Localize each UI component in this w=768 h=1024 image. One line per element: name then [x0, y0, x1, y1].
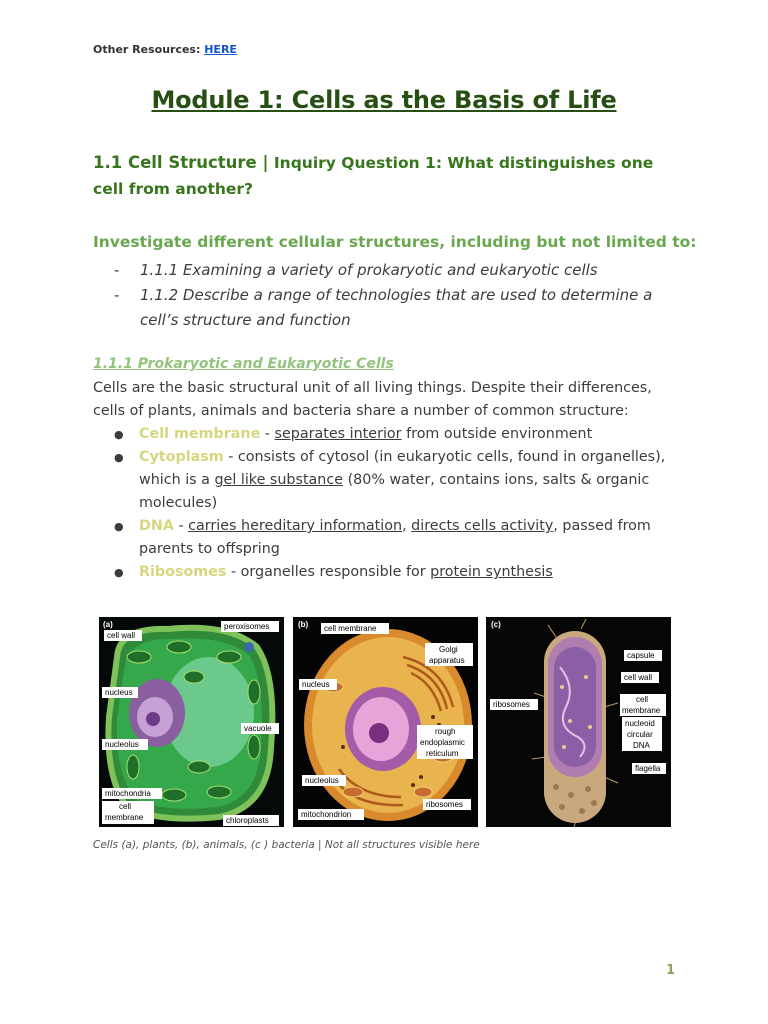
label-chloroplasts: chloroplasts: [226, 816, 269, 825]
label-golgi: Golgi: [439, 645, 458, 654]
label-membrane: membrane: [105, 813, 144, 822]
here-link[interactable]: HERE: [204, 43, 237, 56]
label-cell-wall: cell wall: [107, 631, 136, 640]
other-resources-label: Other Resources:: [93, 43, 201, 56]
label-rough: rough: [435, 727, 456, 736]
investigate-heading: Investigate different cellular structures, including but not limited to:: [93, 233, 697, 251]
label-nucleus: nucleus: [302, 680, 330, 689]
term-cell-membrane: Cell membrane: [139, 426, 261, 442]
label-circular: circular: [627, 730, 653, 739]
bullet-text: from outside environment: [401, 426, 593, 442]
underlined-text: gel like substance: [214, 472, 344, 488]
label-cell: cell: [636, 695, 649, 704]
bullet-cytoplasm: [114, 446, 674, 515]
bullet-cell-membrane: [114, 423, 674, 446]
bullet-icon: ●: [114, 566, 124, 579]
separator: ,: [402, 518, 412, 534]
animal-cell-image: [293, 617, 478, 827]
label-vacuole: vacuole: [244, 724, 272, 733]
bacteria-cell-image: [486, 617, 671, 827]
list-item-text: 1.1.2 Describe a range of technologies that are used to determine a cell’s structure and function: [140, 286, 653, 329]
section-heading: [93, 150, 683, 202]
label-mitochondria: mitochondria: [105, 789, 151, 798]
label-mitochondrion: mitochondrion: [301, 810, 352, 819]
dash-marker: -: [114, 286, 120, 304]
panel-letter-a: (a): [103, 620, 113, 629]
label-apparatus: apparatus: [429, 656, 465, 665]
label-nucleolus: nucleolus: [305, 776, 339, 785]
bullet-ribosomes: [114, 561, 674, 584]
label-membrane: membrane: [622, 706, 661, 715]
label-peroxisomes: peroxisomes: [224, 622, 270, 631]
page-title: Module 1: Cells as the Basis of Life: [151, 86, 617, 114]
bullet-text: - consists of cytosol (in eukaryotic cells, found in organelles), which is a: [139, 449, 666, 488]
list-item: [114, 283, 674, 333]
panel-letter-c: (c): [491, 620, 501, 629]
subsection-title: 1.1.1 Prokaryotic and Eukaryotic Cells: [93, 356, 394, 372]
label-cell: cell: [119, 802, 132, 811]
label-capsule: capsule: [627, 651, 655, 660]
label-nucleoid: nucleoid: [625, 719, 655, 728]
label-ribosomes: ribosomes: [426, 800, 463, 809]
bullet-text: (80% water, contains ions, salts & organic molecules): [139, 472, 650, 511]
heading-cell-structure: 1.1 Cell Structure |: [93, 153, 269, 172]
term-dna: DNA: [139, 518, 174, 534]
bullet-icon: ●: [114, 520, 124, 533]
underlined-text: separates interior: [274, 426, 402, 442]
bullet-icon: ●: [114, 451, 124, 464]
label-reticulum: reticulum: [426, 749, 459, 758]
figure-caption: Cells (a), plants, (b), animals, (c ) bacteria | Not all structures visible here: [93, 839, 480, 851]
label-ribosomes: ribosomes: [493, 700, 530, 709]
separator: -: [260, 426, 275, 442]
dash-list: [114, 258, 674, 333]
other-resources: [93, 43, 237, 56]
label-endoplasmic: endoplasmic: [420, 738, 465, 747]
bullet-dna: [114, 515, 674, 561]
page-number: 1: [666, 963, 676, 978]
term-cytoplasm: Cytoplasm: [139, 449, 224, 465]
label-nucleolus: nucleolus: [105, 740, 139, 749]
bullet-text: - organelles responsible for: [226, 564, 431, 580]
underlined-text: protein synthesis: [430, 564, 553, 580]
underlined-text: carries hereditary information: [188, 518, 403, 534]
list-item: [114, 258, 674, 283]
bullet-text: , passed from parents to offspring: [139, 518, 651, 557]
label-cell-membrane: cell membrane: [324, 624, 377, 633]
label-cell-wall: cell wall: [624, 673, 653, 682]
term-ribosomes: Ribosomes: [139, 564, 227, 580]
label-nucleus: nucleus: [105, 688, 133, 697]
underlined-text: directs cells activity: [411, 518, 554, 534]
heading-inquiry-question: Inquiry Question 1: What distinguishes one cell from another?: [93, 154, 654, 198]
bullet-icon: ●: [114, 428, 124, 441]
panel-letter-b: (b): [298, 620, 309, 629]
list-item-text: 1.1.1 Examining a variety of prokaryotic and eukaryotic cells: [140, 261, 598, 279]
structure-bullets: [114, 423, 674, 584]
dash-marker: -: [114, 261, 120, 279]
plant-cell-image: [99, 617, 284, 827]
separator: -: [173, 518, 189, 534]
intro-paragraph: Cells are the basic structural unit of all living things. Despite their differences, cells of plants, animals and bacteria share a number of common structure:: [93, 380, 652, 419]
label-flagella: flagella: [635, 764, 661, 773]
label-dna: DNA: [633, 741, 650, 750]
